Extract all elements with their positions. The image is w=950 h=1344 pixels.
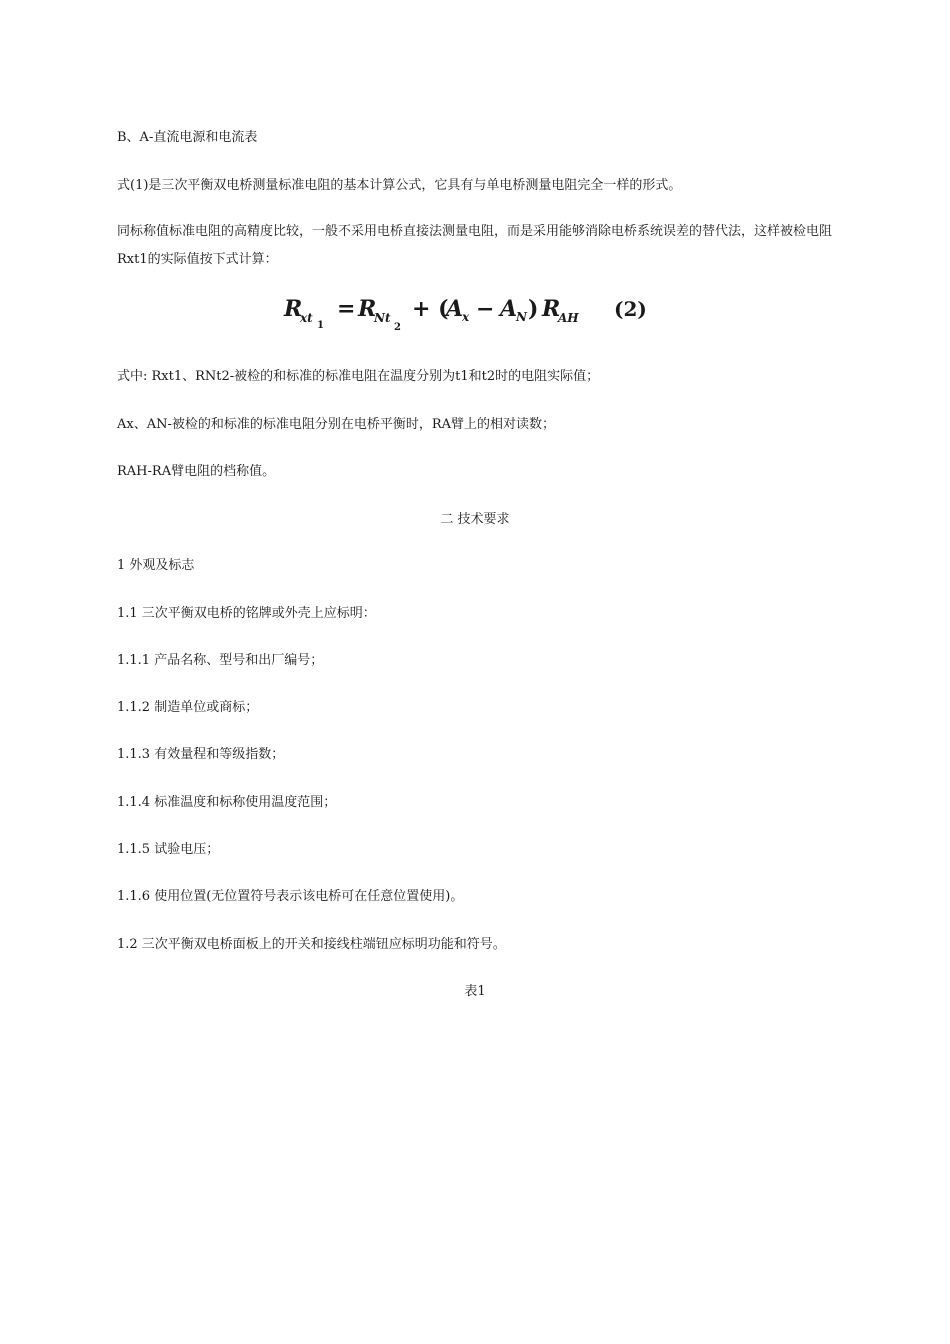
text-paragraph-substitution-method: 同标称值标准电阻的高精度比较，一般不采用电桥直接法测量电阻，而是采用能够消除电桥系统误差的替代法，这样被检电阻Rxt1的实际值按下式计算： [117, 224, 833, 267]
table-caption: 表1 [464, 984, 486, 999]
clause-1-1-4: 1.1.4 标准温度和标称使用温度范围； [117, 795, 337, 810]
clause-1-1-5: 1.1.5 试验电压； [117, 842, 220, 857]
eq-Nt: Nt [374, 311, 391, 325]
text-line-symbol-ax: Ax、AN-被检的和标准的标准电阻分别在电桥平衡时，RA臂上的相对读数； [117, 417, 556, 432]
equation-2 [0, 286, 950, 336]
equation-2-graphic [280, 286, 670, 336]
eq-plus-open: + ( [412, 296, 449, 322]
eq-minus: − [476, 296, 495, 322]
text-line-formula-description: 式(1)是三次平衡双电桥测量标准电阻的基本计算公式，它具有与单电桥测量电阻完全一样的形式。 [117, 178, 682, 193]
eq-R2: R [358, 296, 377, 322]
eq-R1: R [284, 296, 303, 322]
section-heading-technical-requirements: 二 技术要求 [440, 512, 510, 527]
eq-number: (2) [614, 297, 647, 321]
eq-AN: A [500, 296, 518, 322]
eq-x: x [462, 310, 470, 324]
eq-Ax: A [446, 296, 464, 322]
eq-N: N [516, 310, 527, 324]
eq-R3: R [542, 296, 561, 322]
text-line-symbol-rxt: 式中: Rxt1、RNt2-被检的和标准的标准电阻在温度分别为t1和t2时的电阻实际值； [117, 369, 600, 384]
text-line-power-supply: B、A-直流电源和电流表 [117, 130, 258, 145]
clause-1-1-6: 1.1.6 使用位置(无位置符号表示该电桥可在任意位置使用)。 [117, 889, 464, 904]
clause-1-1-1: 1.1.1 产品名称、型号和出厂编号； [117, 653, 324, 668]
clause-1-1: 1.1 三次平衡双电桥的铭牌或外壳上应标明： [117, 606, 376, 621]
clause-1-1-2: 1.1.2 制造单位或商标； [117, 700, 259, 715]
eq-equals: = [337, 296, 356, 322]
clause-1-2: 1.2 三次平衡双电桥面板上的开关和接线柱端钮应标明功能和符号。 [117, 937, 506, 952]
eq-xt: xt [300, 311, 313, 325]
clause-1: 1 外观及标志 [117, 558, 195, 573]
eq-sub1: 1 [317, 320, 324, 331]
eq-AH: AH [558, 311, 579, 325]
eq-close: ) [528, 296, 539, 322]
clause-1-1-3: 1.1.3 有效量程和等级指数； [117, 747, 285, 762]
eq-sub2: 2 [394, 322, 401, 333]
text-line-symbol-rah: RAH-RA臂电阻的档称值。 [117, 464, 276, 479]
